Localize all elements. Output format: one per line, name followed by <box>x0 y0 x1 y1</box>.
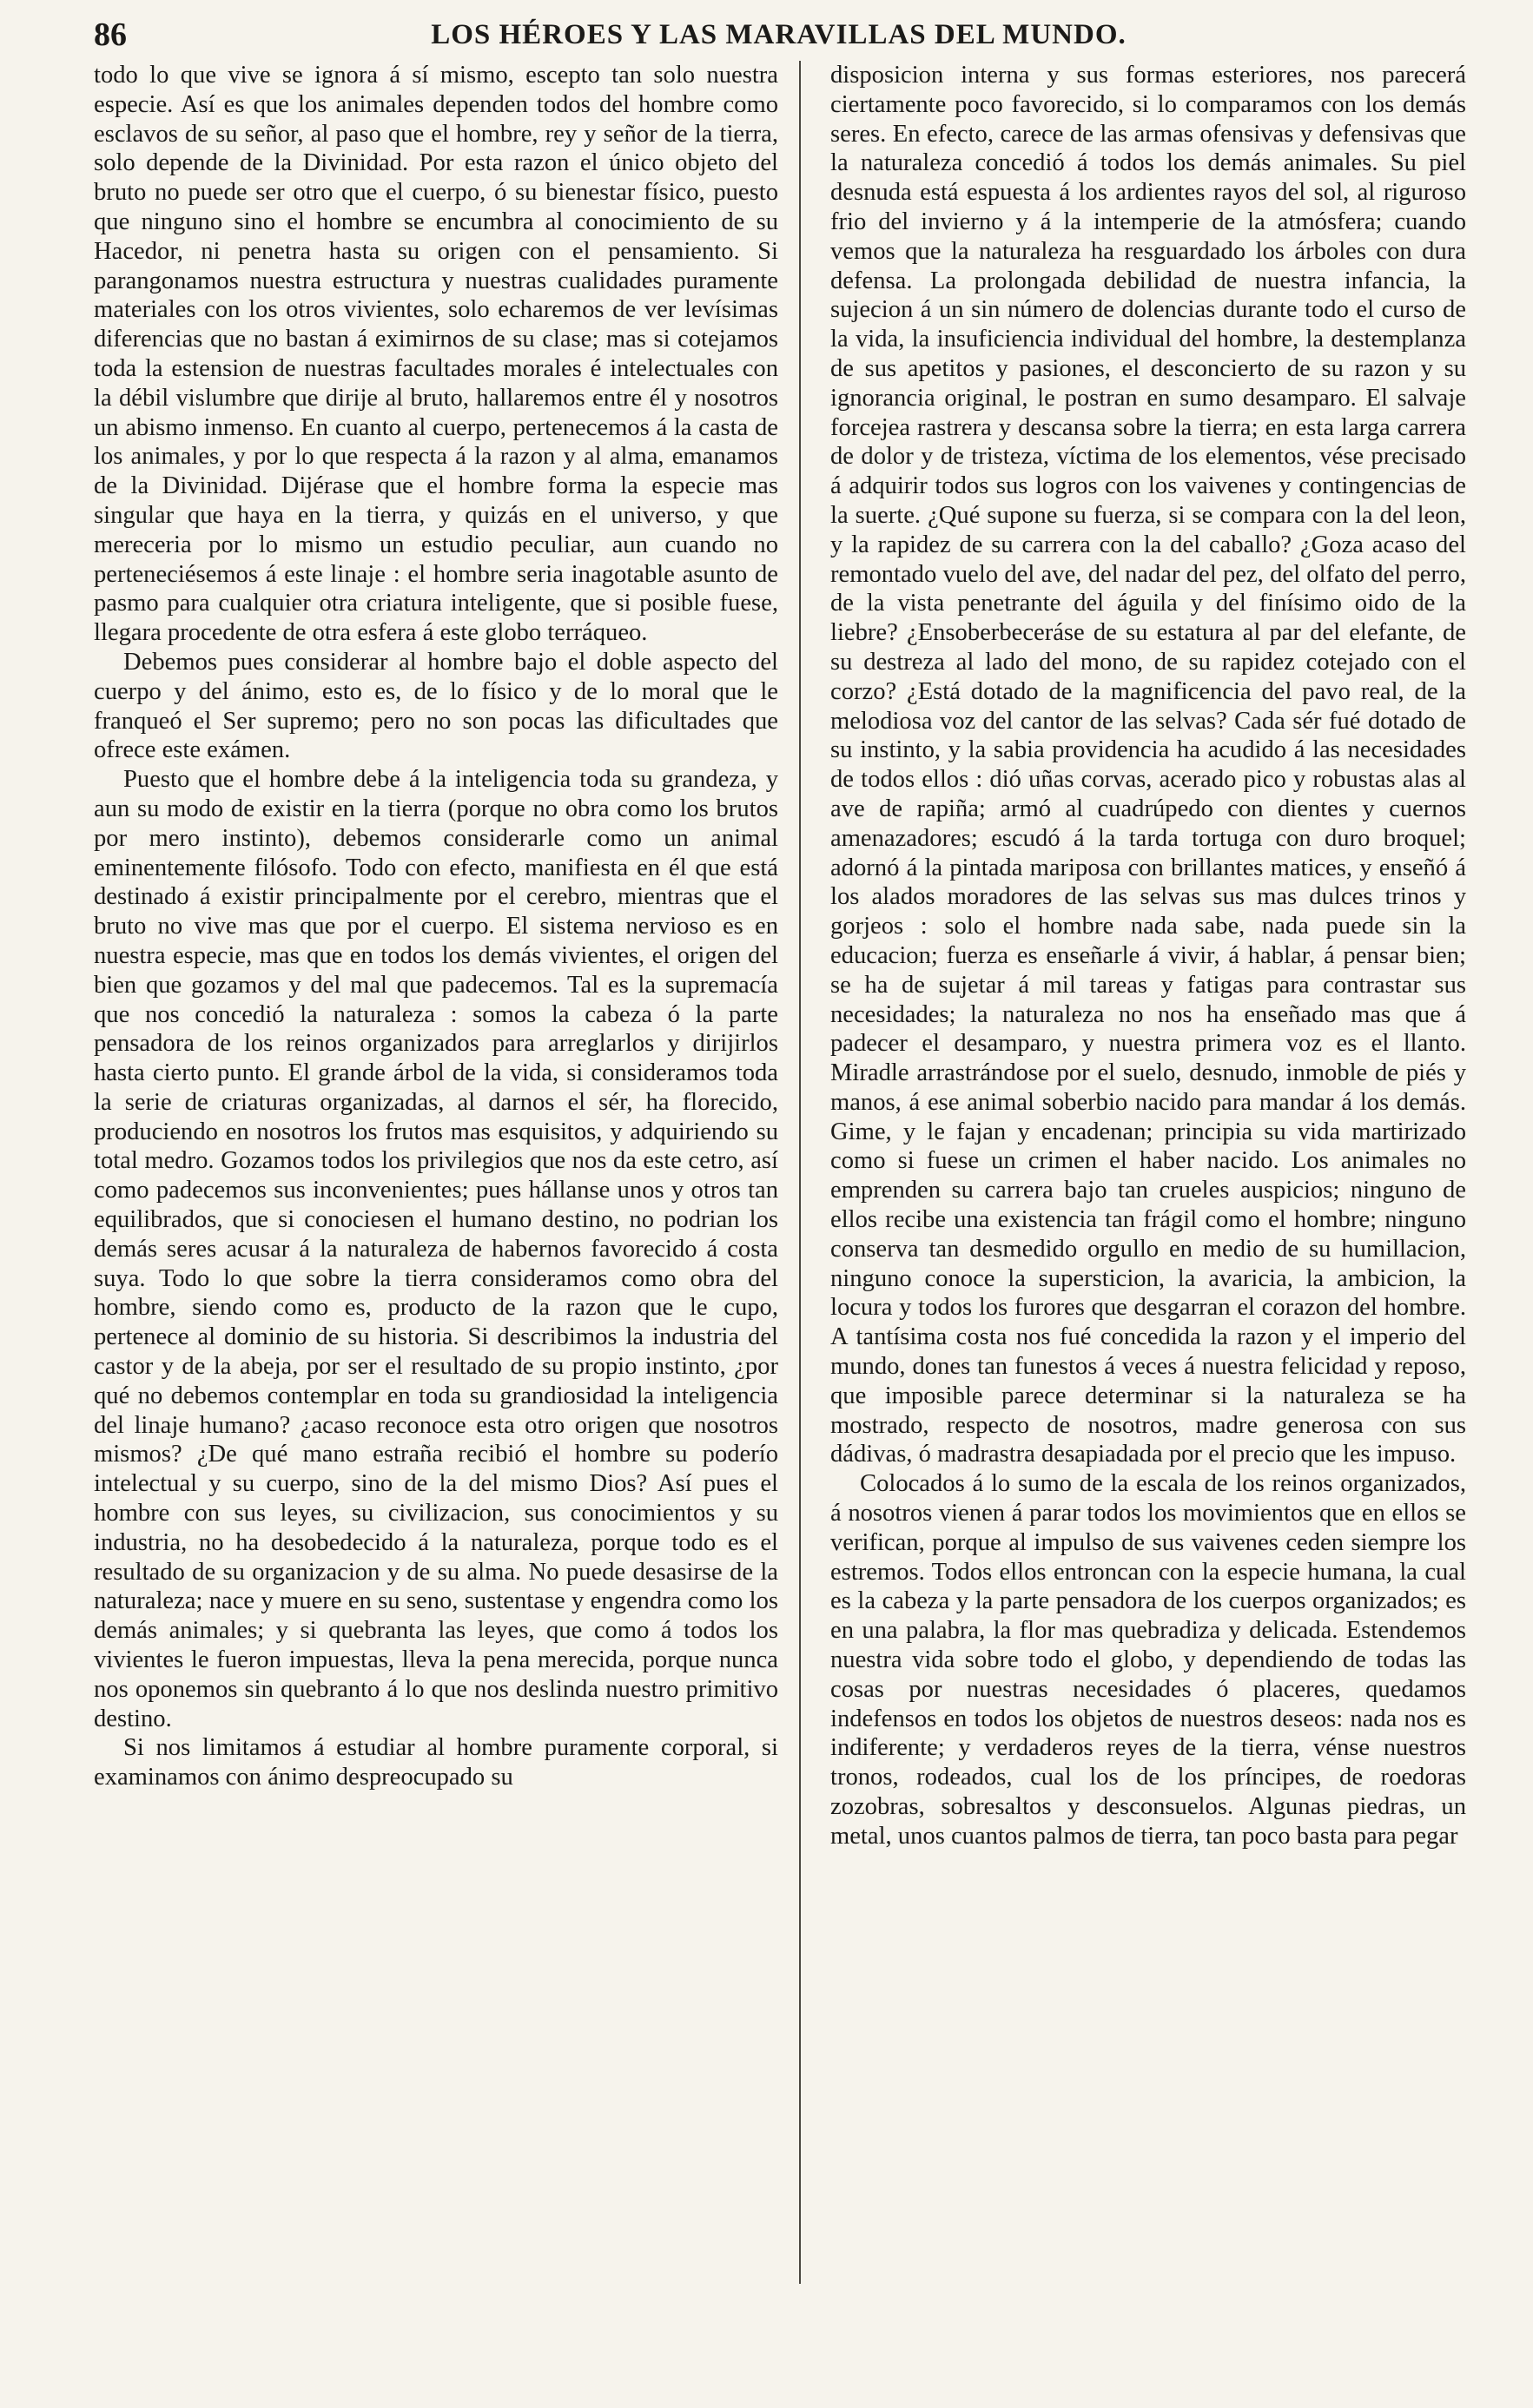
page-header <box>94 12 1464 61</box>
page-number: 86 <box>94 16 127 53</box>
right-column <box>799 61 1466 2284</box>
paragraph: Si nos limitamos á estudiar al hombre puramente corporal, si examinamos con ánimo despreocupado su <box>94 1734 778 1791</box>
text-columns <box>94 61 1466 2284</box>
paragraph: Colocados á lo sumo de la escala de los reinos organizados, á nosotros vienen á parar todos los movimientos que en ellos se verifican, porque al impulso de sus vaivenes ceden siempre los estremos. Todos ellos entroncan con la especie humana, la cual es la cabeza y la parte pensadora de los cuerpos organizados; es en una palabra, la flor mas quebradiza y delicada. Estendemos nuestra vida sobre todo el globo, y dependiendo de todas las cosas por nuestras necesidades ó placeres, quedamos indefensos en todos los objetos de nuestros deseos: nada nos es indiferente; y verdaderos reyes de la tierra, vénse nuestros tronos, rodeados, cual los de los príncipes, de roedoras zozobras, sobresaltos y desconsuelos. Algunas piedras, un metal, unos cuantos palmos de tierra, tan poco basta para pegar <box>830 1470 1466 1850</box>
paragraph: todo lo que vive se ignora á sí mismo, escepto tan solo nuestra especie. Así es que los animales dependen todos del hombre como esclavos de su señor, al paso que el hombre, rey y señor de la tierra, solo depende de la Divinidad. Por esta razon el único objeto del bruto no puede ser otro que el cuerpo, ó su bienestar físico, puesto que ninguno sino el hombre se encumbra al conocimiento de su Hacedor, ni penetra hasta su origen con el pensamiento. Si parangonamos nuestra estructura y nuestras cualidades puramente materiales con los otros vivientes, solo echaremos de ver levísimas diferencias que no bastan á eximirnos de su clase; mas si cotejamos toda la estension de nuestras facultades morales é intelectuales con la débil vislumbre que dirije al bruto, hallaremos entre él y nosotros un abismo inmenso. En cuanto al cuerpo, pertenecemos á la casta de los animales, y por lo que respecta á la razon y al alma, emanamos de la Divinidad. Dijérase que el hombre forma la especie mas singular que haya en la tierra, y quizás en el universo, y que mereceria por lo mismo un estudio peculiar, aun cuando no perteneciésemos á este linaje : el hombre seria inagotable asunto de pasmo para cualquier otra criatura inteligente, que si posible fuese, llegara procedente de otra esfera á este globo terráqueo. <box>94 62 778 647</box>
running-title: LOS HÉROES Y LAS MARAVILLAS DEL MUNDO. <box>431 19 1127 50</box>
paragraph: Debemos pues considerar al hombre bajo el doble aspecto del cuerpo y del ánimo, esto es, de lo físico y de lo moral que le franqueó el Ser supremo; pero no son pocas las dificultades que ofrece este exámen. <box>94 648 778 764</box>
left-column <box>94 61 778 2284</box>
paragraph: Puesto que el hombre debe á la inteligencia toda su grandeza, y aun su modo de existir en la tierra (porque no obra como los brutos por mero instinto), debemos considerarle como un animal eminentemente filósofo. Todo con efecto, manifiesta en él que está destinado á existir principalmente por el cerebro, mientras que el bruto no vive mas que por el cuerpo. El sistema nervioso es en nuestra especie, mas que en todos los demás vivientes, el origen del bien que gozamos y del mal que padecemos. Tal es la supremacía que nos concedió la naturaleza : somos la cabeza ó la parte pensadora de los reinos organizados para arreglarlos y dirijirlos hasta cierto punto. El grande árbol de la vida, si consideramos toda la serie de criaturas organizadas, al darnos el sér, ha florecido, produciendo en nosotros los frutos mas esquisitos, y adquiriendo su total medro. Gozamos todos los privilegios que nos da este cetro, así como padecemos sus inconvenientes; pues hállanse unos y otros tan equilibrados, que si conociesen el humano destino, no podrian los demás seres acusar á la naturaleza de habernos favorecido á costa suya. Todo lo que sobre la tierra consideramos como obra del hombre, siendo como es, producto de la razon que le cupo, pertenece al dominio de su historia. Si describimos la industria del castor y de la abeja, por ser el resultado de su propio instinto, ¿por qué no debemos contemplar en toda su grandiosidad la inteligencia del linaje humano? ¿acaso reconoce esta otro origen que nosotros mismos? ¿De qué mano estraña recibió el hombre su poderío intelectual y su cuerpo, sino de la del mismo Dios? Así pues el hombre con sus leyes, su civilizacion, sus conocimientos y su industria, no ha desobedecido á la naturaleza, porque todo es el resultado de su organizacion y de su alma. No puede desasirse de la naturaleza; nace y muere en su seno, sustentase y engendra como los demás animales; y si quebranta las leyes, que como á todos los vivientes le fueron impuestas, lleva la pena merecida, porque nunca nos oponemos sin quebranto á lo que nos deslinda nuestro primitivo destino. <box>94 766 778 1732</box>
paragraph: disposicion interna y sus formas esteriores, nos parecerá ciertamente poco favorecido, si lo comparamos con los demás seres. En efecto, carece de las armas ofensivas y defensivas que la naturaleza concedió á todos los demás animales. Su piel desnuda está espuesta á los ardientes rayos del sol, al riguroso frio del invierno y á la intemperie de la atmósfera; cuando vemos que la naturaleza ha resguardado los árboles con dura defensa. La prolongada debilidad de nuestra infancia, la sujecion á un sin número de dolencias durante todo el curso de la vida, la insuficiencia individual del hombre, la destemplanza de sus apetitos y pasiones, el desconcierto de su razon y su ignorancia original, le postran en sumo desamparo. El salvaje forcejea rastrera y descansa sobre la tierra; en esta larga carrera de dolor y de tristeza, víctima de los elementos, vése precisado á adquirir todos sus logros con los vaivenes y contingencias de la suerte. ¿Qué supone su fuerza, si se compara con la del leon, y la rapidez de su carrera con la del caballo? ¿Goza acaso del remontado vuelo del ave, del nadar del pez, del olfato del perro, de la vista penetrante del águila y del finísimo oido de la liebre? ¿Ensoberbeceráse de su estatura al par del elefante, de su destreza al lado del mono, de su rapidez cotejado con el corzo? ¿Está dotado de la magnificencia del pavo real, de la melodiosa voz del cantor de las selvas? Cada sér fué dotado de su instinto, y la sabia providencia ha acudido á las necesidades de todos ellos : dió uñas corvas, acerado pico y robustas alas al ave de rapiña; armó al cuadrúpedo con dientes y cuernos amenazadores; escudó á la tarda tortuga con duro broquel; adornó á la pintada mariposa con brillantes matices, y enseñó á los alados moradores de las selvas sus mas dulces trinos y gorjeos : solo el hombre nada sabe, nada puede sin la educacion; fuerza es enseñarle á vivir, á hablar, á pensar bien; se ha de sujetar á mil tareas y fatigas para contrastar sus necesidades; la naturaleza no nos ha enseñado mas que á padecer el desamparo, y nuestra primera voz es el llanto. Miradle arrastrándose por el suelo, desnudo, inmoble de piés y manos, á ese animal soberbio nacido para mandar á los demás. Gime, y le fajan y encadenan; principia su vida martirizado como si fuese un crimen el haber nacido. Los animales no emprenden su carrera bajo tan crueles auspicios; ninguno de ellos recibe una existencia tan frágil como el hombre; ninguno conserva tan desmedido orgullo en medio de su humillacion, ninguno conoce la supersticion, la avaricia, la ambicion, la locura y todos los furores que desgarran el corazon del hombre. A tantísima costa nos fué concedida la razon y el imperio del mundo, dones tan funestos á veces á nuestra felicidad y reposo, que imposible parece determinar si la naturaleza se ha mostrado, respecto de nosotros, madre generosa con sus dádivas, ó madrastra desapiadada por el precio que les impuso. <box>830 62 1466 1468</box>
